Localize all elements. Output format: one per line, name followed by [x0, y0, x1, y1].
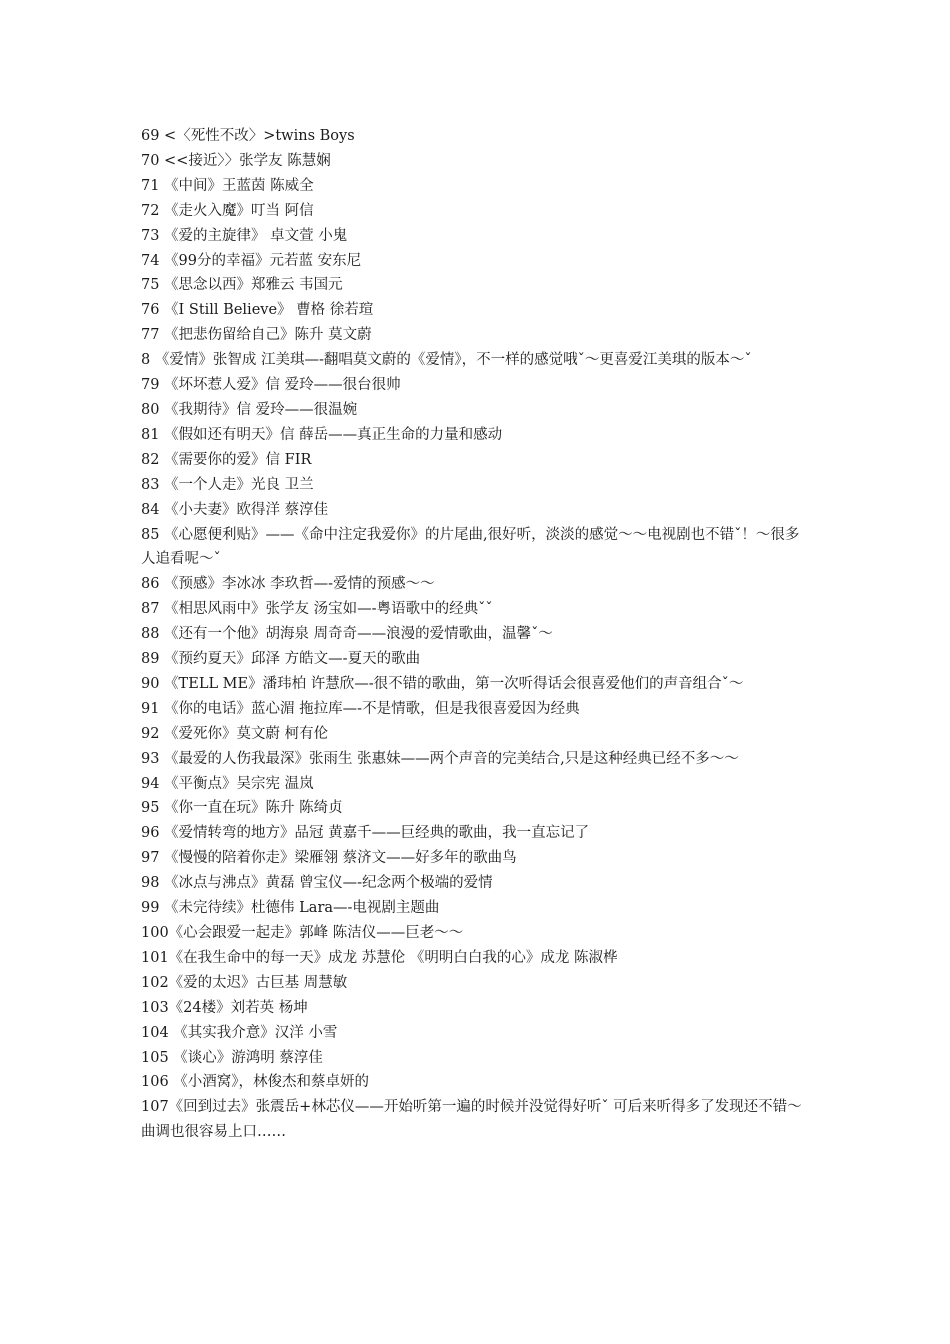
song-list-item: 98 《冰点与沸点》黄磊 曾宝仪—-纪念两个极端的爱情	[141, 875, 493, 892]
song-list-item: 89 《预约夏天》邱泽 方皓文—-夏天的歌曲	[141, 651, 421, 668]
song-list-item: 105 《谈心》游鸿明 蔡淳佳	[141, 1049, 323, 1066]
song-list-item: 95 《你一直在玩》陈升 陈绮贞	[141, 800, 343, 817]
song-list-item: 91 《你的电话》蓝心湄 拖拉库—-不是情歌，但是我很喜爱因为经典	[141, 700, 580, 717]
song-list-item: 74 《99分的幸福》元若蓝 安东尼	[141, 252, 362, 269]
song-list-item: 100《心会跟爱一起走》郭峰 陈洁仪——巨老～～	[141, 925, 464, 941]
song-list-item: 79 《坏坏惹人爱》信 爱玲——很台很帅	[141, 377, 401, 394]
song-list-item: 8 《爱情》张智成 江美琪—-翻唱莫文蔚的《爱情》，不一样的感觉哦ˇ～更喜爱江美琪的版本～ˇ	[141, 352, 752, 369]
song-list-item: 70 <<接近〉〉张学友 陈慧娴	[141, 152, 331, 169]
song-list-item: 80 《我期待》信 爱玲——很温婉	[141, 401, 358, 418]
song-list-item: 102《爱的太迟》古巨基 周慧敏	[141, 974, 348, 991]
song-list-item: 77 《把悲伤留给自己》陈升 莫文蔚	[141, 327, 372, 344]
song-list-item: 84 《小夫妻》欧得洋 蔡淳佳	[141, 501, 329, 518]
song-list-item: 73 《爱的主旋律》 卓文萱 小鬼	[141, 227, 348, 244]
song-list-item: 107《回到过去》张震岳+林芯仪——开始听第一遍的时候并没觉得好听ˇ 可后来听得多了发现还不错～ 曲调也很容易上口……	[141, 1099, 807, 1141]
song-list-item: 81 《假如还有明天》信 薛岳——真正生命的力量和感动	[141, 426, 503, 443]
song-list-item: 85 《心愿便利贴》——《命中注定我爱你》的片尾曲,很好听，淡淡的感觉～～电视剧也不错ˇ！～很多人追看呢～ˇ	[141, 526, 800, 568]
song-list-item: 106 《小酒窝》，林俊杰和蔡卓妍的	[141, 1074, 370, 1091]
song-list-item: 93 《最爱的人伤我最深》张雨生 张惠妹——两个声音的完美结合,只是这种经典已经不多～～	[141, 750, 739, 767]
song-list-item: 72 《走火入魔》叮当 阿信	[141, 202, 314, 219]
song-list-item: 99 《未完待续》杜德伟 Lara—-电视剧主题曲	[141, 900, 440, 917]
song-list-item: 97 《慢慢的陪着你走》梁雁翎 蔡济文——好多年的歌曲鸟	[141, 850, 517, 867]
song-list-item: 83 《一个人走》光良 卫兰	[141, 476, 314, 493]
song-list-item: 82 《需要你的爱》信 FIR	[141, 451, 312, 468]
song-list-item: 104 《其实我介意》汉洋 小雪	[141, 1024, 338, 1041]
song-list-item: 96 《爱情转弯的地方》品冠 黄嘉千——巨经典的歌曲，我一直忘记了	[141, 825, 590, 842]
song-list-item: 103《24楼》刘若英 杨坤	[141, 999, 308, 1016]
song-list-item: 90 《TELL ME》潘玮柏 许慧欣—-很不错的歌曲，第一次听得话会很喜爱他们的声音组合ˇ～	[141, 675, 744, 692]
song-list	[141, 124, 813, 1145]
song-list-item: 94 《平衡点》吴宗宪 温岚	[141, 775, 314, 792]
song-list-item: 92 《爱死你》莫文蔚 柯有伦	[141, 725, 329, 742]
song-list-item: 69 <〈死性不改〉>twins Boys	[141, 128, 355, 144]
song-list-item: 101《在我生命中的每一天》成龙 苏慧伦 《明明白白我的心》成龙 陈淑桦	[141, 949, 618, 966]
song-list-item: 75 《思念以西》郑雅云 韦国元	[141, 277, 343, 294]
song-list-item: 87 《相思风雨中》张学友 汤宝如—-粤语歌中的经典ˇˇ	[141, 601, 493, 618]
song-list-item: 76 《I Still Believe》 曹格 徐若瑄	[141, 302, 374, 319]
song-list-item: 86 《预感》李冰冰 李玖哲—-爱情的预感～～	[141, 576, 435, 593]
song-list-item: 88 《还有一个他》胡海泉 周奇奇——浪漫的爱情歌曲，温馨ˇ～	[141, 626, 553, 643]
song-list-item: 71 《中间》王蓝茵 陈威全	[141, 177, 314, 194]
